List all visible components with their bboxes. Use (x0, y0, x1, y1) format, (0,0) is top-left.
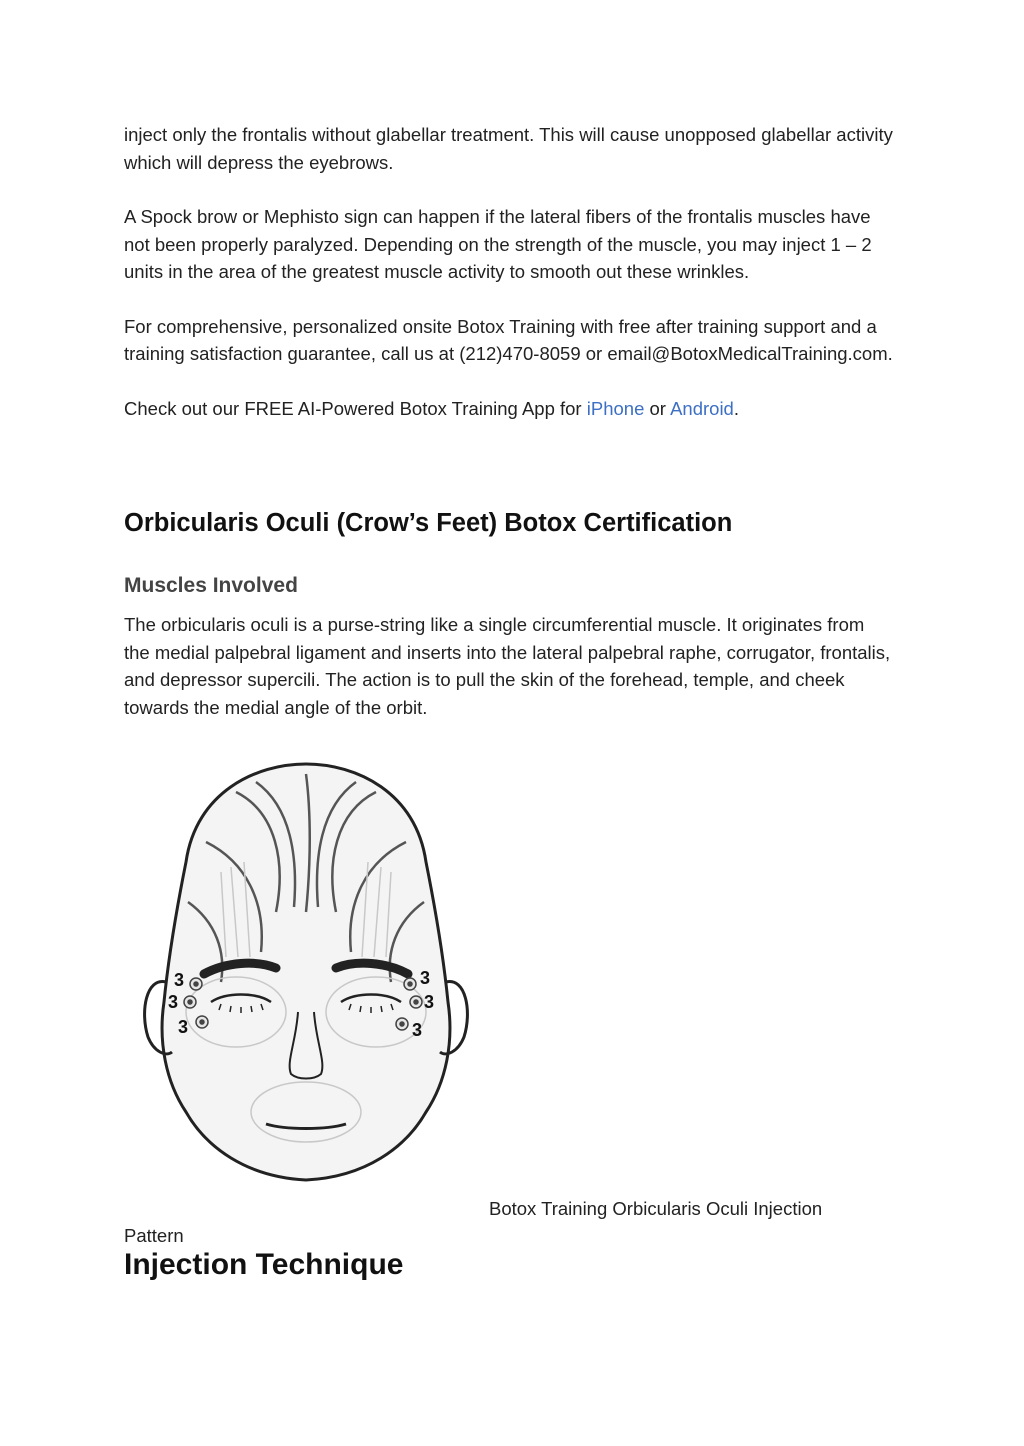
unit-label: 3 (168, 992, 179, 1012)
unit-label: 3 (412, 1020, 423, 1040)
unit-label: 3 (420, 968, 431, 988)
app-text-prefix: Check out our FREE AI-Powered Botox Training App for (124, 397, 587, 419)
figure-caption-line1: Botox Training Orbicularis Oculi Injection (489, 1198, 823, 1219)
unit-label: 3 (424, 992, 435, 1012)
section-subtitle: Muscles Involved (124, 574, 298, 597)
app-text-mid: or (644, 397, 671, 419)
android-link[interactable]: Android (670, 397, 734, 419)
app-text-suffix: . (733, 397, 739, 419)
muscles-paragraph: The orbicularis oculi is a purse-string like a single circumferential muscle. It originates from the medial palpebral ligament and inserts into the lateral palpebral raphe, corrugator, frontalis, and depressor supercili. The action is to pull the skin of the forehead, temple, and cheek towards the medial angle of the orbit. (124, 614, 891, 718)
unit-label: 3 (178, 1017, 189, 1037)
paragraph-contact: For comprehensive, personalized onsite Botox Training with free after training support and a training satisfaction guarantee, call us at (212)470-8059 or email@BotoxMedicalTraining.com. (124, 315, 893, 364)
intro-text (124, 121, 894, 422)
unit-label: 3 (174, 970, 185, 990)
face-injection-diagram (126, 752, 486, 1212)
paragraph-glabellar: inject only the frontalis without glabellar treatment. This will cause unopposed glabellar activity which will depress the eyebrows. (124, 124, 893, 173)
iphone-link[interactable]: iPhone (586, 397, 645, 419)
paragraph-app (124, 395, 894, 423)
figure-caption-line2: Pattern (124, 1225, 184, 1246)
face-diagram-svg (126, 752, 486, 1212)
paragraph-spock-brow: A Spock brow or Mephisto sign can happen if the lateral fibers of the frontalis muscles have not been properly paralyzed. Depending on the strength of the muscle, you may inject 1 – 2 units in the area of the greatest muscle activity to smooth out these wrinkles. (124, 206, 872, 282)
injection-technique-heading: Injection Technique (124, 1248, 404, 1281)
section-title: Orbicularis Oculi (Crow’s Feet) Botox Certification (124, 509, 733, 537)
